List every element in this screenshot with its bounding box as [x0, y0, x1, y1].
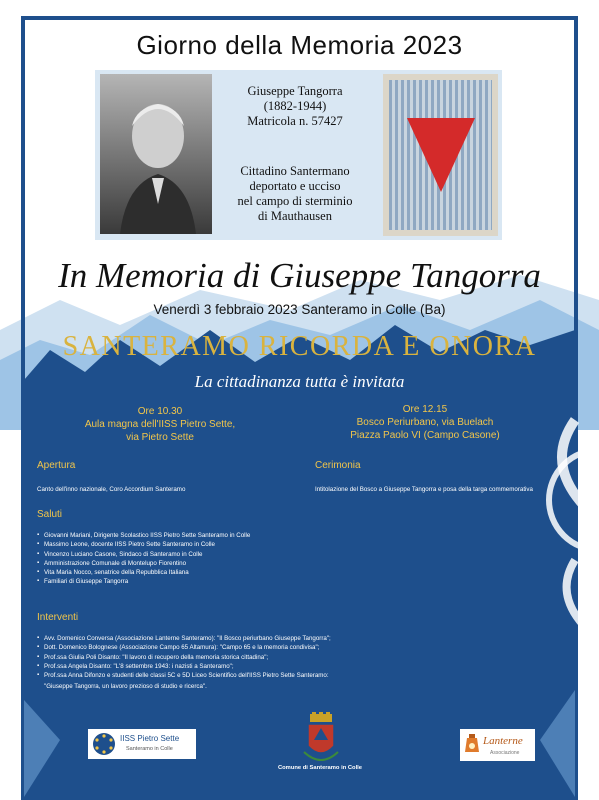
- saluti-heading: Saluti: [37, 509, 63, 520]
- list-item: ▪ Dott. Domenico Bolognese (Associazione Campo 65 Altamura): "Campo 65 e la memoria condivisa";: [37, 643, 367, 652]
- school-subtitle: Santeramo in Colle: [126, 746, 173, 752]
- list-item: ▪ Giovanni Mariani, Dirigente Scolastico IISS Pietro Sette Santeramo in Colle: [37, 531, 317, 540]
- list-item: ▪ Amministrazione Comunale di Montelupo Fiorentino: [37, 559, 317, 568]
- apertura-heading: Apertura: [37, 460, 76, 471]
- caption-desc-4: di Mauthausen: [258, 209, 332, 223]
- list-item: ▪ Prof.ssa Anna Difonzo e studenti delle classi 5C e 5D Liceo Scientifico dell'IISS Pietro Sette Santeramo:: [37, 671, 367, 680]
- apertura-text: Canto dell'inno nazionale, Coro Accordium Santeramo: [37, 486, 186, 493]
- slogan: SANTERAMO RICORDA E ONORA: [62, 331, 537, 362]
- right-event-info: [330, 403, 520, 442]
- right-event-place-1: Bosco Periurbano, via Buelach: [356, 417, 494, 428]
- list-item: ▪ Familiari di Giuseppe Tangorra: [37, 577, 317, 586]
- stars-icon: [92, 732, 116, 756]
- cerimonia-heading: Cerimonia: [315, 460, 361, 471]
- lanterne-logo: [460, 729, 535, 761]
- caption-desc-2: deportato e ucciso: [249, 179, 341, 193]
- main-title: In Memoria di Giuseppe Tangorra: [58, 256, 541, 295]
- interventi-list: [37, 634, 367, 680]
- caption-years: (1882-1944): [263, 99, 327, 113]
- left-event-time: Ore 10.30: [137, 406, 183, 417]
- page-title: Giorno della Memoria 2023: [136, 30, 463, 60]
- left-event-place-1: Aula magna dell'IISS Pietro Sette,: [84, 419, 236, 430]
- list-item: ▪ Massimo Leone, docente IISS Pietro Sette Santeramo in Colle: [37, 540, 317, 549]
- cerimonia-text: Intitolazione del Bosco a Giuseppe Tangorra e posa della targa commemorativa: [315, 486, 533, 493]
- interventi-continuation: "Giuseppe Tangorra, un lavoro prezioso di studio e ricerca".: [44, 683, 207, 690]
- list-item: ▪ Vita Maria Nocco, senatrice della Repubblica Italiana: [37, 568, 317, 577]
- right-event-time: Ore 12.15: [402, 404, 448, 415]
- list-item: ▪ Prof.ssa Giulia Poli Disanto: "Il lavoro di recupero della memoria storica cittadina";: [37, 653, 367, 662]
- list-item: ▪ Vincenzo Luciano Casone, Sindaco di Santeramo in Colle: [37, 550, 317, 559]
- left-event-place-2: via Pietro Sette: [126, 432, 194, 443]
- left-event-info: [60, 405, 260, 444]
- lanterne-subtitle: Associazione: [490, 750, 520, 756]
- comune-name: Comune di Santeramo in Colle: [277, 765, 363, 771]
- portrait-photo: [100, 74, 212, 234]
- event-date: Venerdì 3 febbraio 2023 Santeramo in Colle (Ba): [153, 302, 446, 317]
- comune-crest-icon: [300, 712, 342, 768]
- caption-name: Giuseppe Tangorra: [247, 84, 343, 98]
- invitation-line: La cittadinanza tutta è invitata: [194, 372, 405, 391]
- caption-desc-1: Cittadino Santermano: [240, 164, 350, 178]
- lantern-icon: [463, 734, 481, 756]
- caption-desc-3: nel campo di sterminio: [237, 194, 353, 208]
- lanterne-name: Lanterne: [483, 735, 523, 747]
- right-event-place-2: Piazza Paolo VI (Campo Casone): [350, 430, 500, 441]
- interventi-heading: Interventi: [37, 612, 79, 623]
- school-logo: [88, 729, 196, 759]
- saluti-list: [37, 531, 317, 587]
- list-item: ▪ Prof.ssa Angela Disanto: "L'8 settembre 1943: i nazisti a Santeramo";: [37, 662, 367, 671]
- school-name: IISS Pietro Sette: [120, 734, 180, 743]
- list-item: ▪ Avv. Domenico Conversa (Associazione Lanterne Santeramo): "Il Bosco periurbano Giuseppe Tangorra";: [37, 634, 367, 643]
- red-triangle-badge: [383, 74, 498, 236]
- caption-matricola: Matricola n. 57427: [247, 114, 343, 128]
